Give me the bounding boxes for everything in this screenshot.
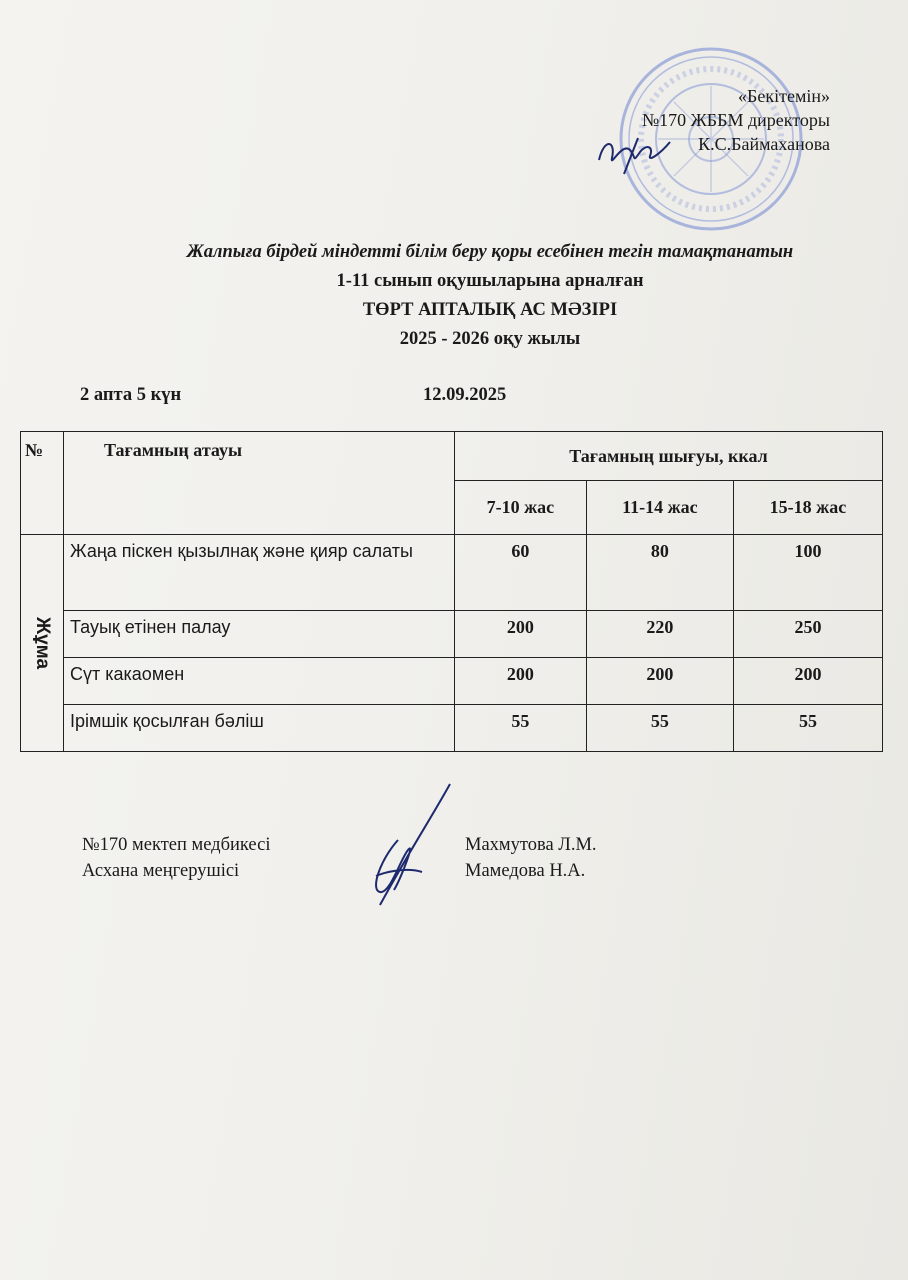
approval-position: №170 ЖББМ директоры	[642, 110, 830, 130]
title-line-1: Жалпыға бірдей міндетті білім беру қоры есебінен тегін тамақтанатын	[186, 242, 794, 262]
role-canteen-head: Асхана меңгерушісі	[82, 861, 240, 881]
dish-name: Ірімшік қосылған бәліш	[64, 705, 455, 752]
document-title	[0, 238, 908, 354]
age-header-11-14: 11-14 жас	[586, 481, 733, 535]
table-row	[21, 705, 883, 752]
yield-value: 200	[455, 658, 587, 705]
age-header-15-18: 15-18 жас	[733, 481, 882, 535]
menu-table	[20, 431, 883, 752]
nurse-name: Махмутова Л.М.	[465, 835, 597, 855]
yield-value: 220	[586, 611, 733, 658]
yield-value: 100	[733, 535, 882, 611]
signature-names	[465, 832, 597, 884]
yield-value: 200	[733, 658, 882, 705]
yield-value: 60	[455, 535, 587, 611]
approval-director-name: К.С.Баймаханова	[698, 134, 830, 154]
canteen-head-name: Мамедова Н.А.	[465, 861, 586, 881]
week-label: 2 апта 5 күн	[80, 385, 182, 405]
day-label: Жұма	[32, 616, 53, 670]
table-row	[21, 535, 883, 611]
director-signature	[594, 130, 674, 180]
title-line-3: ТӨРТ АПТАЛЫҚ АС МӘЗІРІ	[362, 300, 618, 320]
title-line-2: 1-11 сынып оқушыларына арналған	[336, 271, 644, 291]
staff-signature	[350, 780, 470, 910]
column-header-number: №	[21, 432, 64, 535]
role-nurse: №170 мектеп медбикесі	[82, 835, 271, 855]
yield-value: 55	[455, 705, 587, 752]
age-header-7-10: 7-10 жас	[455, 481, 587, 535]
day-cell	[21, 535, 64, 752]
menu-date: 12.09.2025	[423, 385, 507, 405]
dish-name: Тауық етінен палау	[64, 611, 455, 658]
signature-roles	[82, 832, 270, 884]
yield-value: 200	[455, 611, 587, 658]
column-header-yield: Тағамның шығуы, ккал	[455, 432, 883, 481]
table-row	[21, 611, 883, 658]
table-header-row	[21, 432, 883, 481]
yield-value: 80	[586, 535, 733, 611]
approval-heading: «Бекітемін»	[738, 86, 830, 106]
yield-value: 55	[733, 705, 882, 752]
dish-name: Сүт какаомен	[64, 658, 455, 705]
yield-value: 200	[586, 658, 733, 705]
table-row	[21, 658, 883, 705]
column-header-dish-name: Тағамның атауы	[64, 432, 455, 535]
yield-value: 55	[586, 705, 733, 752]
title-line-4: 2025 - 2026 оқу жылы	[399, 329, 581, 349]
yield-value: 250	[733, 611, 882, 658]
dish-name: Жаңа піскен қызылнақ және қияр салаты	[64, 535, 455, 611]
week-line	[80, 385, 507, 406]
